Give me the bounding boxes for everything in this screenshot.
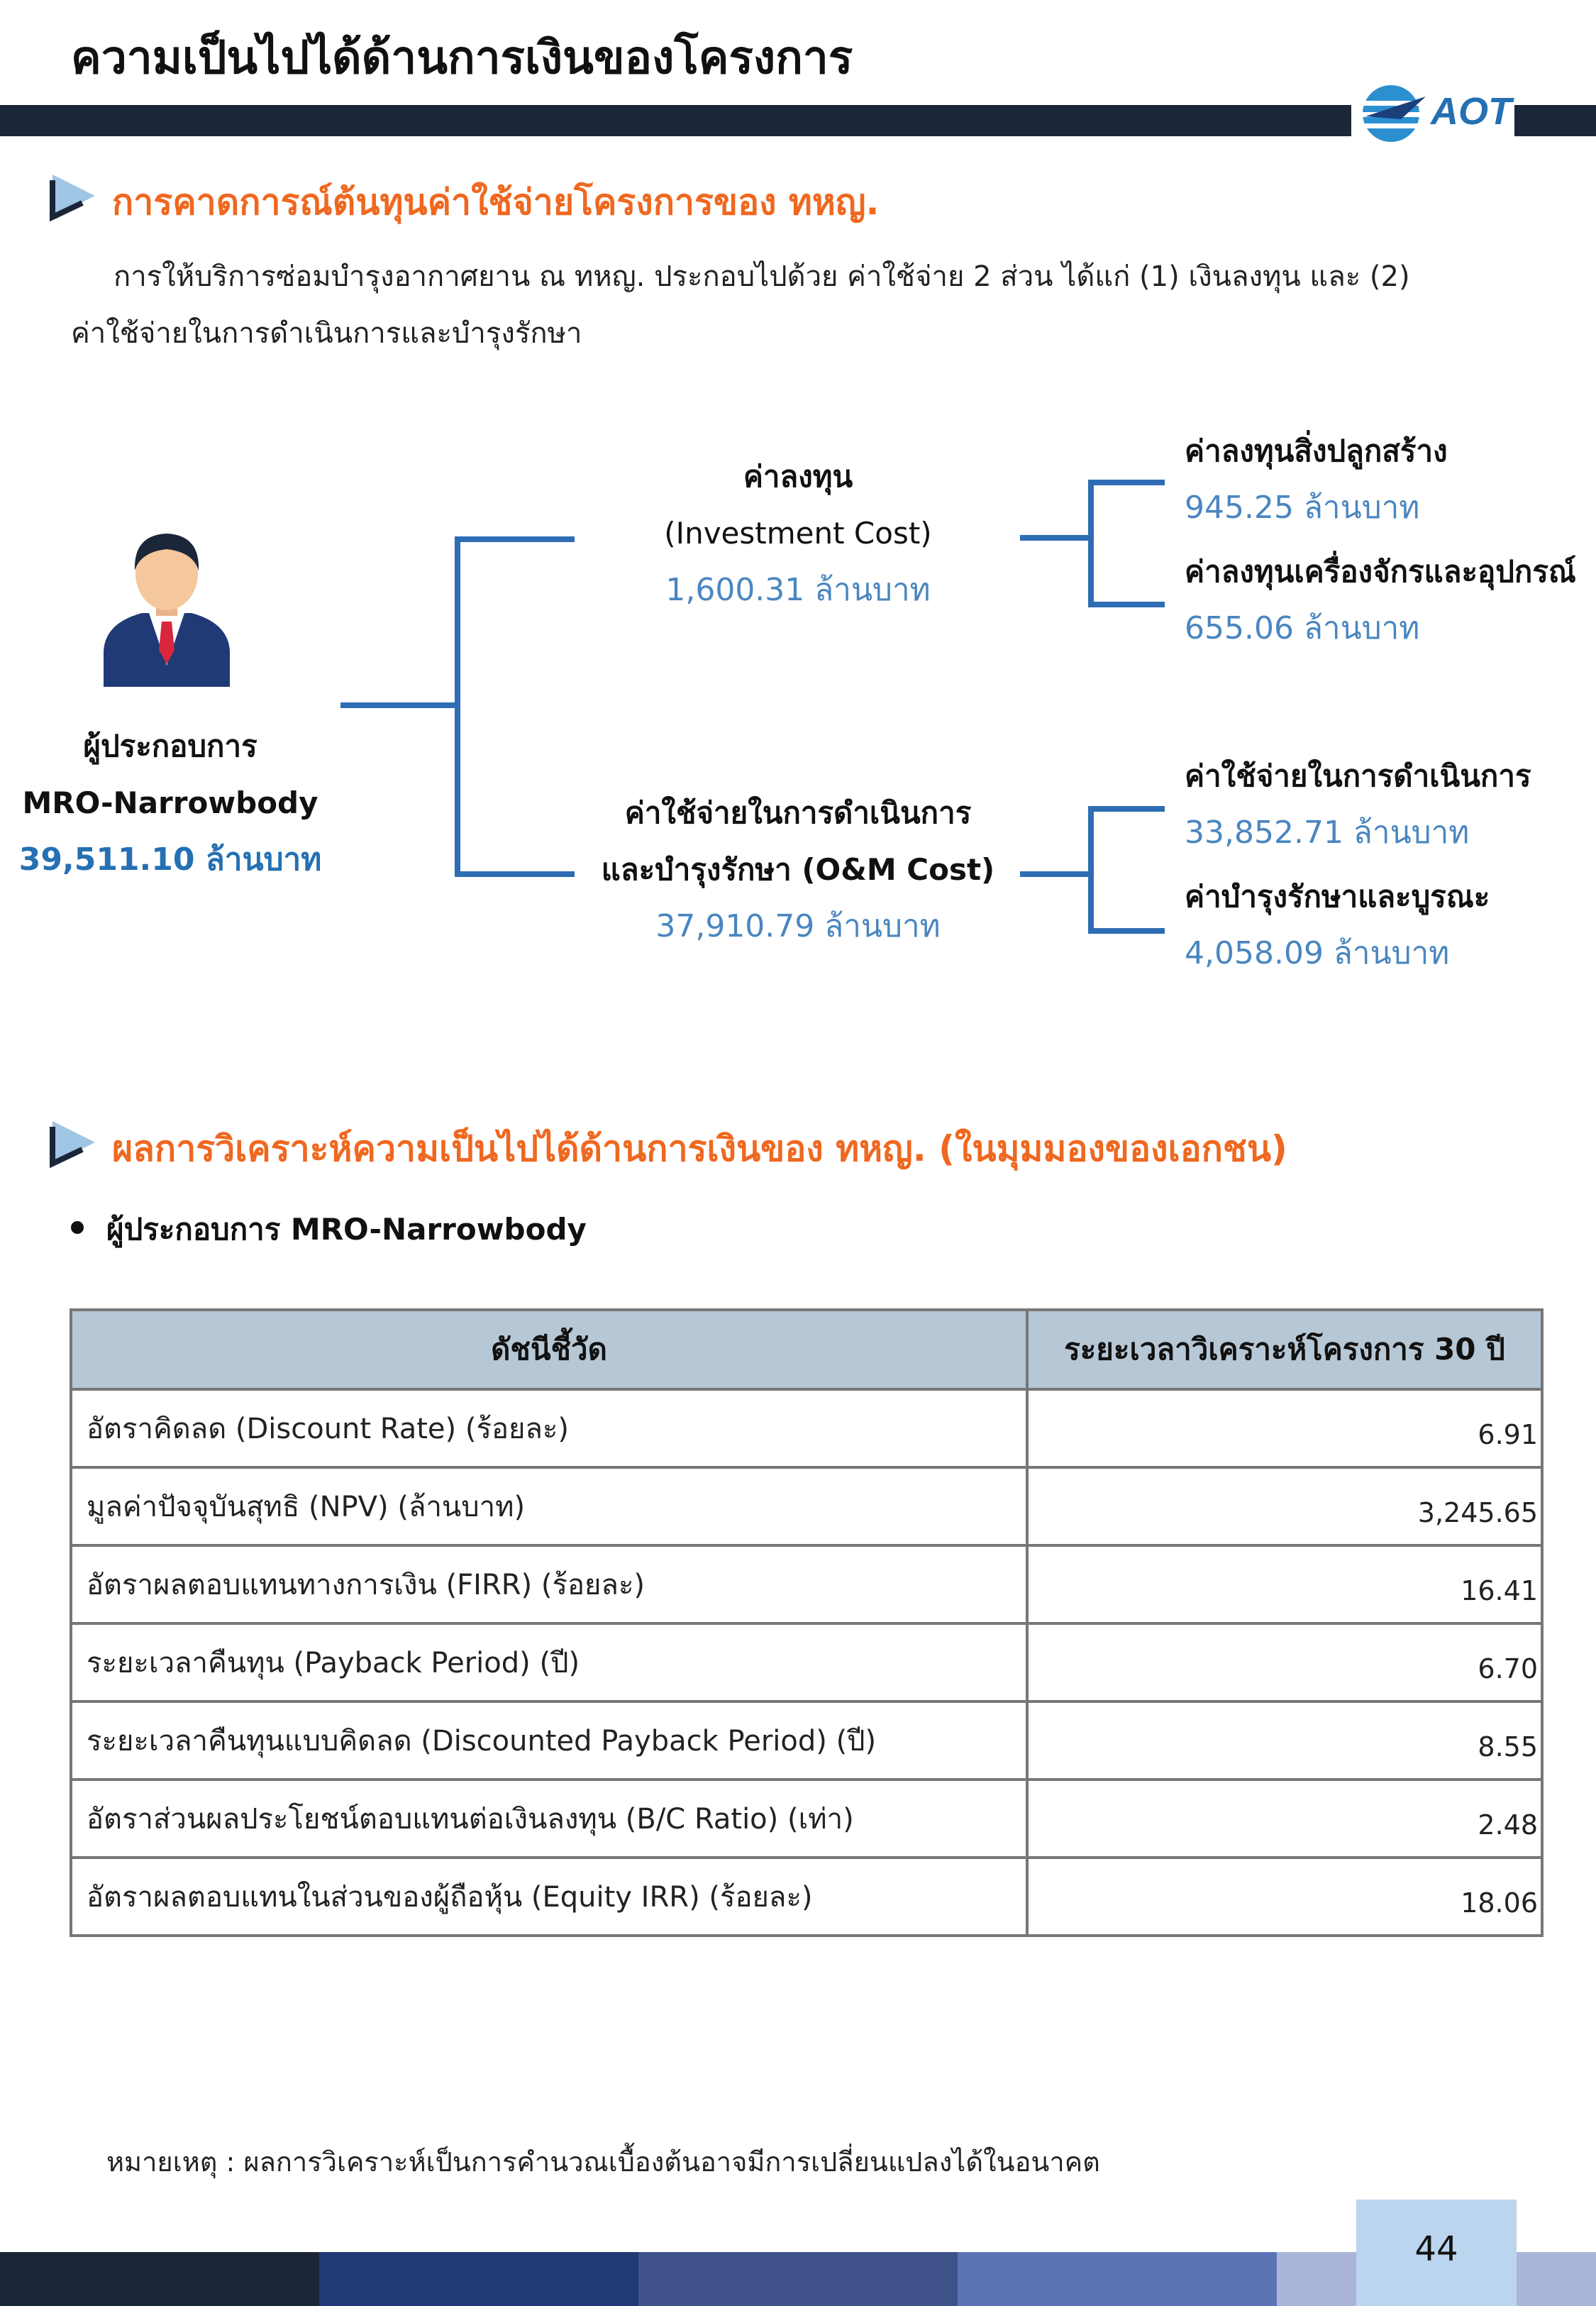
table-cell-value: 2.48 (1027, 1780, 1542, 1858)
table-row (71, 1545, 1542, 1623)
footer-bar-segment (958, 2252, 1277, 2306)
intro-paragraph-line2: ค่าใช้จ่ายในการดำเนินการและบำรุงรักษา (71, 317, 582, 350)
table-cell-label: อัตราผลตอบแทนทางการเงิน (FIRR) (ร้อยละ) (71, 1545, 1027, 1623)
table-cell-value: 6.91 (1027, 1389, 1542, 1467)
root-node-value: 39,511.10 ล้านบาท (18, 842, 322, 878)
investment-child-equipment (1185, 544, 1576, 657)
bullet-item-text: ผู้ประกอบการ MRO-Narrowbody (106, 1212, 587, 1247)
table-row (71, 1780, 1542, 1858)
table-cell-value: 16.41 (1027, 1545, 1542, 1623)
table-cell-label: ระยะเวลาคืนทุน (Payback Period) (ปี) (71, 1623, 1027, 1701)
root-node-line1: ผู้ประกอบการ (83, 729, 257, 763)
investment-child-buildings (1185, 423, 1448, 536)
investment-child-buildings-label: ค่าลงทุนสิ่งปลูกสร้าง (1185, 434, 1448, 468)
investment-child-buildings-value: 945.25 ล้านบาท (1185, 490, 1420, 526)
table-cell-value: 8.55 (1027, 1701, 1542, 1780)
table-row (71, 1858, 1542, 1936)
table-cell-label: ระยะเวลาคืนทุนแบบคิดลด (Discounted Payback Period) (ปี) (71, 1701, 1027, 1780)
section-heading-feasibility-result: ผลการวิเคราะห์ความเป็นไปได้ด้านการเงินของ ทหญ. (ในมุมมองของเอกชน) (112, 1128, 1287, 1169)
investment-node (582, 448, 1014, 619)
table-row (71, 1623, 1542, 1701)
root-node-operator (14, 718, 326, 888)
om-child-maintenance-label: ค่าบำรุงรักษาและบูรณะ (1185, 879, 1490, 914)
section-arrow-icon (48, 1118, 98, 1168)
footer-bar-segment (319, 2252, 638, 2306)
footer-bar-segment (0, 2252, 319, 2306)
financial-metrics-table (70, 1308, 1544, 1937)
om-node-title: ค่าใช้จ่ายในการดำเนินการ (624, 795, 972, 830)
person-icon (99, 524, 234, 687)
table-row (71, 1467, 1542, 1545)
table-cell-label: มูลค่าปัจจุบันสุทธิ (NPV) (ล้านบาท) (71, 1467, 1027, 1545)
table-header-period: ระยะเวลาวิเคราะห์โครงการ 30 ปี (1027, 1310, 1542, 1389)
table-cell-label: อัตราผลตอบแทนในส่วนของผู้ถือหุ้น (Equity IRR) (ร้อยละ) (71, 1858, 1027, 1936)
om-node-subtitle: และบำรุงรักษา (O&M Cost) (601, 852, 995, 887)
table-row (71, 1389, 1542, 1467)
table-cell-value: 3,245.65 (1027, 1467, 1542, 1545)
table-header-row (71, 1310, 1542, 1389)
table-header-indicator: ดัชนีชี้วัด (71, 1310, 1027, 1389)
root-node-line2: MRO-Narrowbody (22, 785, 318, 820)
bullet-item-operator (71, 1206, 587, 1253)
table-cell-label: อัตราส่วนผลประโยชน์ตอบแทนต่อเงินลงทุน (B/C Ratio) (เท่า) (71, 1780, 1027, 1858)
investment-child-equipment-label: ค่าลงทุนเครื่องจักรและอุปกรณ์ (1185, 554, 1576, 589)
investment-node-subtitle: (Investment Cost) (664, 516, 932, 551)
footer-bar-segment (638, 2252, 958, 2306)
footnote: หมายเหตุ : ผลการวิเคราะห์เป็นการคำนวณเบื้องต้นอาจมีการเปลี่ยนแปลงได้ในอนาคต (106, 2146, 1100, 2178)
investment-node-title: ค่าลงทุน (743, 459, 853, 494)
investment-child-equipment-value: 655.06 ล้านบาท (1185, 610, 1420, 646)
table-cell-value: 18.06 (1027, 1858, 1542, 1936)
intro-paragraph-line1: การให้บริการซ่อมบำรุงอากาศยาน ณ ทหญ. ประกอบไปด้วย ค่าใช้จ่าย 2 ส่วน ได้แก่ (1) เงินลงทุน และ (2) (113, 260, 1410, 293)
bullet-dot-icon (71, 1221, 84, 1234)
om-child-maintenance (1185, 868, 1490, 982)
table-cell-label: อัตราคิดลด (Discount Rate) (ร้อยละ) (71, 1389, 1027, 1467)
table-row (71, 1701, 1542, 1780)
page-number: 44 (1356, 2200, 1517, 2306)
om-child-maintenance-value: 4,058.09 ล้านบาท (1185, 935, 1450, 971)
om-node (582, 785, 1014, 955)
section-heading-cost-forecast: การคาดการณ์ต้นทุนค่าใช้จ่ายโครงการของ ทหญ. (112, 182, 880, 223)
aot-logo-text: AOT (1431, 90, 1512, 133)
om-node-value: 37,910.79 ล้านบาท (655, 908, 941, 944)
investment-node-value: 1,600.31 ล้านบาท (665, 572, 931, 608)
om-child-operation-value: 33,852.71 ล้านบาท (1185, 815, 1470, 851)
table-cell-value: 6.70 (1027, 1623, 1542, 1701)
om-child-operation (1185, 748, 1531, 861)
om-child-operation-label: ค่าใช้จ่ายในการดำเนินการ (1185, 758, 1531, 793)
page-title: ความเป็นไปได้ด้านการเงินของโครงการ (71, 32, 853, 84)
